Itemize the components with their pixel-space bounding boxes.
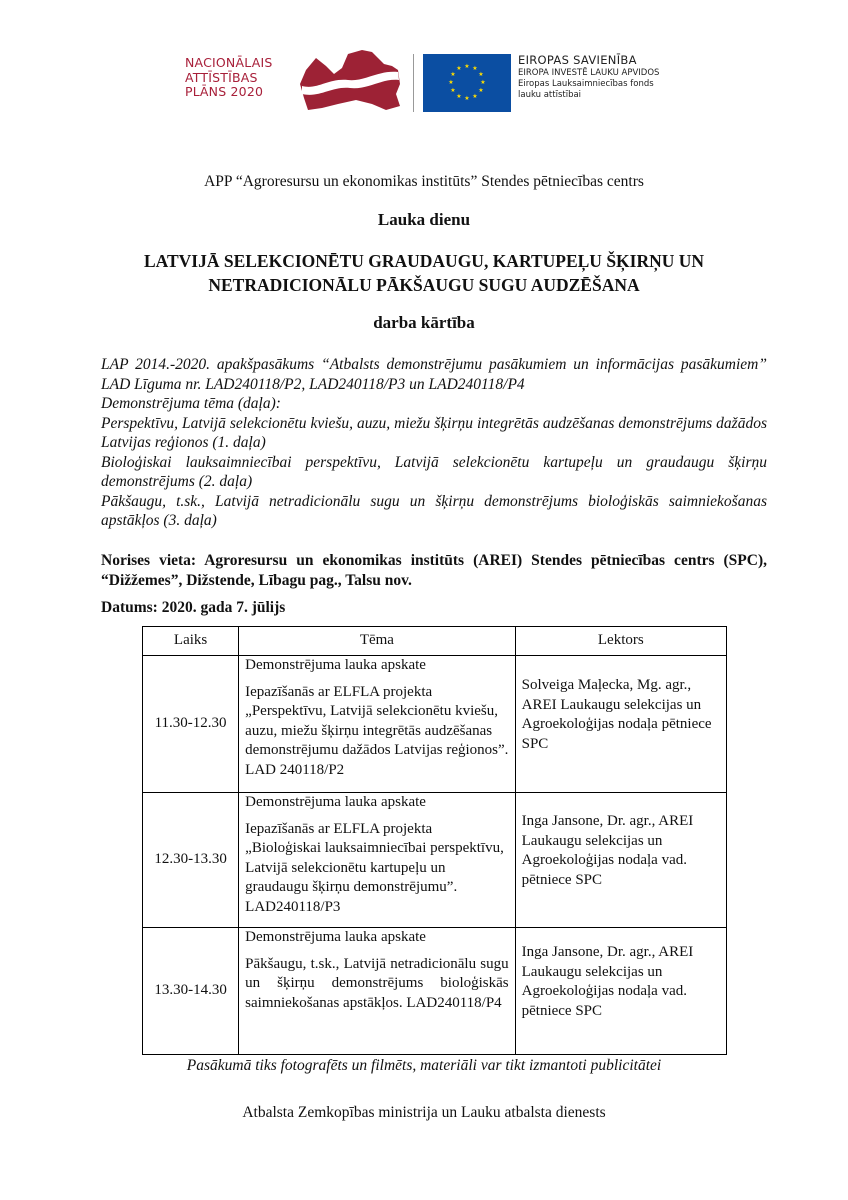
title-line-1: LATVIJĀ SELEKCIONĒTU GRAUDAUGU, KARTUPEĻU ŠĶIRŅU UN [143, 251, 705, 271]
schedule-table [142, 626, 727, 1055]
svg-text:★: ★ [464, 63, 470, 70]
row-topic [239, 656, 515, 793]
row-topic [239, 928, 515, 1055]
topic-desc: Pākšaugu, t.sk., Latvijā netradicionālu sugu un šķirņu demonstrējums bioloģiskās saimniekošanas apstākļos. LAD240118/P4 [245, 955, 509, 1011]
page-title [0, 249, 848, 297]
topic-desc: Iepazīšanās ar ELFLA projekta „Bioloģiskai lauksaimniecībai perspektīvu, Latvijā selekcionētu kartupeļu un graudaugu šķirņu demonstrējumu”. LAD240118/P3 [245, 820, 504, 915]
svg-text:★: ★ [478, 71, 484, 78]
publicity-note: Pasākumā tiks fotografēts un filmēts, materiāli var tikt izmantoti publicitātei [186, 1057, 662, 1074]
lecturer-text: Inga Jansone, Dr. agr., AREI Laukaugu selekcijas un Agroekoloģijas nodaļa vad. pētniece SPC [521, 944, 694, 1019]
eu-sub-2: Eiropas Lauksaimniecības fonds [518, 79, 654, 89]
row-lecturer [515, 928, 726, 1055]
topic-title: Demonstrējuma lauka apskate [245, 657, 426, 673]
table-header-row [143, 627, 727, 656]
svg-text:★: ★ [480, 79, 486, 86]
institution-line: APP “Agroresursu un ekonomikas institūts” Stendes pētniecības centrs [204, 173, 644, 190]
venue: Norises vieta: Agroresursu un ekonomikas institūts (AREI) Stendes pētniecības centrs (SPC), “Dižžemes”, Dižstende, Lībagu pag., Talsu nov. [101, 552, 767, 589]
intro-program: LAP 2014.-2020. apakšpasākums “Atbalsts demonstrējumu pasākumiem un informācijas pasākumiem” LAD Līguma nr. LAD240118/P2, LAD240118/P3 un LAD240118/P4 [101, 356, 767, 393]
svg-text:★: ★ [448, 79, 454, 86]
page-subtitle: darba kārtība [373, 313, 475, 332]
row-topic [239, 793, 515, 928]
row-time: 12.30-13.30 [143, 793, 239, 928]
intro-part-1: Perspektīvu, Latvijā selekcionētu kviešu, auzu, miežu šķirņu integrētās audzēšanas demonstrējums dažādos Latvijas reģionos (1. daļa) [101, 414, 767, 451]
title-line-2: NETRADICIONĀLU PĀKŠAUGU SUGU AUDZĒŠANA [208, 275, 640, 295]
eu-sub-3: lauku attīstībai [518, 90, 582, 100]
row-time: 11.30-12.30 [143, 656, 239, 793]
logo-separator [413, 54, 414, 112]
svg-text:★: ★ [450, 71, 456, 78]
table-row [143, 793, 727, 928]
eu-title: EIROPAS SAVIENĪBA [518, 53, 637, 67]
header-topic: Tēma [239, 627, 515, 656]
table-row [143, 928, 727, 1055]
support-line: Atbalsta Zemkopības ministrija un Lauku atbalsta dienests [242, 1104, 606, 1121]
svg-text:★: ★ [450, 87, 456, 94]
svg-text:★: ★ [464, 95, 470, 102]
row-lecturer [515, 793, 726, 928]
eu-logo-text [518, 53, 659, 101]
row-lecturer [515, 656, 726, 793]
eu-sub-1: EIROPA INVESTĒ LAUKU APVIDOS [518, 68, 660, 78]
table-row [143, 656, 727, 793]
topic-title: Demonstrējuma lauka apskate [245, 794, 426, 810]
svg-text:★: ★ [472, 65, 478, 72]
svg-text:★: ★ [478, 87, 484, 94]
latvia-map-icon [298, 48, 408, 114]
header-logos [180, 46, 680, 116]
header-time: Laiks [143, 627, 239, 656]
topic-desc: Iepazīšanās ar ELFLA projekta „Perspektīvu, Latvijā selekcionētu kviešu, auzu, miežu šķirņu integrētās audzēšanas demonstrējumu dažādos Latvijas reģionos”. LAD 240118/P2 [245, 683, 509, 778]
nap-logo-text [185, 56, 272, 100]
nap-line-2: ATTĪSTĪBAS [185, 69, 258, 85]
intro-part-2: Bioloģiskai lauksaimniecībai perspektīvu, Latvijā selekcionētu kartupeļu un graudaugu šķirņu demonstrējums (2. daļa) [101, 453, 767, 490]
event-date: Datums: 2020. gada 7. jūlijs [101, 599, 286, 616]
nap-line-1: NACIONĀLAIS [185, 55, 273, 70]
intro-theme-label: Demonstrējuma tēma (daļa): [101, 395, 281, 412]
intro-block [101, 355, 767, 531]
row-time: 13.30-14.30 [143, 928, 239, 1055]
topic-title: Demonstrējuma lauka apskate [245, 929, 426, 945]
header-lecturer: Lektors [515, 627, 726, 656]
lecturer-text: Solveiga Maļecka, Mg. agr., AREI Laukaugu selekcijas un Agroekoloģijas nodaļa pētniece SPC [521, 677, 712, 752]
svg-text:★: ★ [456, 93, 462, 100]
eu-flag-icon [423, 54, 511, 112]
svg-text:★: ★ [472, 93, 478, 100]
intro-part-3: Pākšaugu, t.sk., Latvijā netradicionālu sugu un šķirņu demonstrējums bioloģiskās saimniekošanas apstākļos (3. daļa) [101, 492, 767, 529]
svg-text:★: ★ [456, 65, 462, 72]
nap-line-3: PLĀNS 2020 [185, 84, 264, 99]
lecturer-text: Inga Jansone, Dr. agr., AREI Laukaugu selekcijas un Agroekoloģijas nodaļa vad. pētniece SPC [521, 813, 694, 888]
event-type: Lauka dienu [377, 210, 471, 229]
